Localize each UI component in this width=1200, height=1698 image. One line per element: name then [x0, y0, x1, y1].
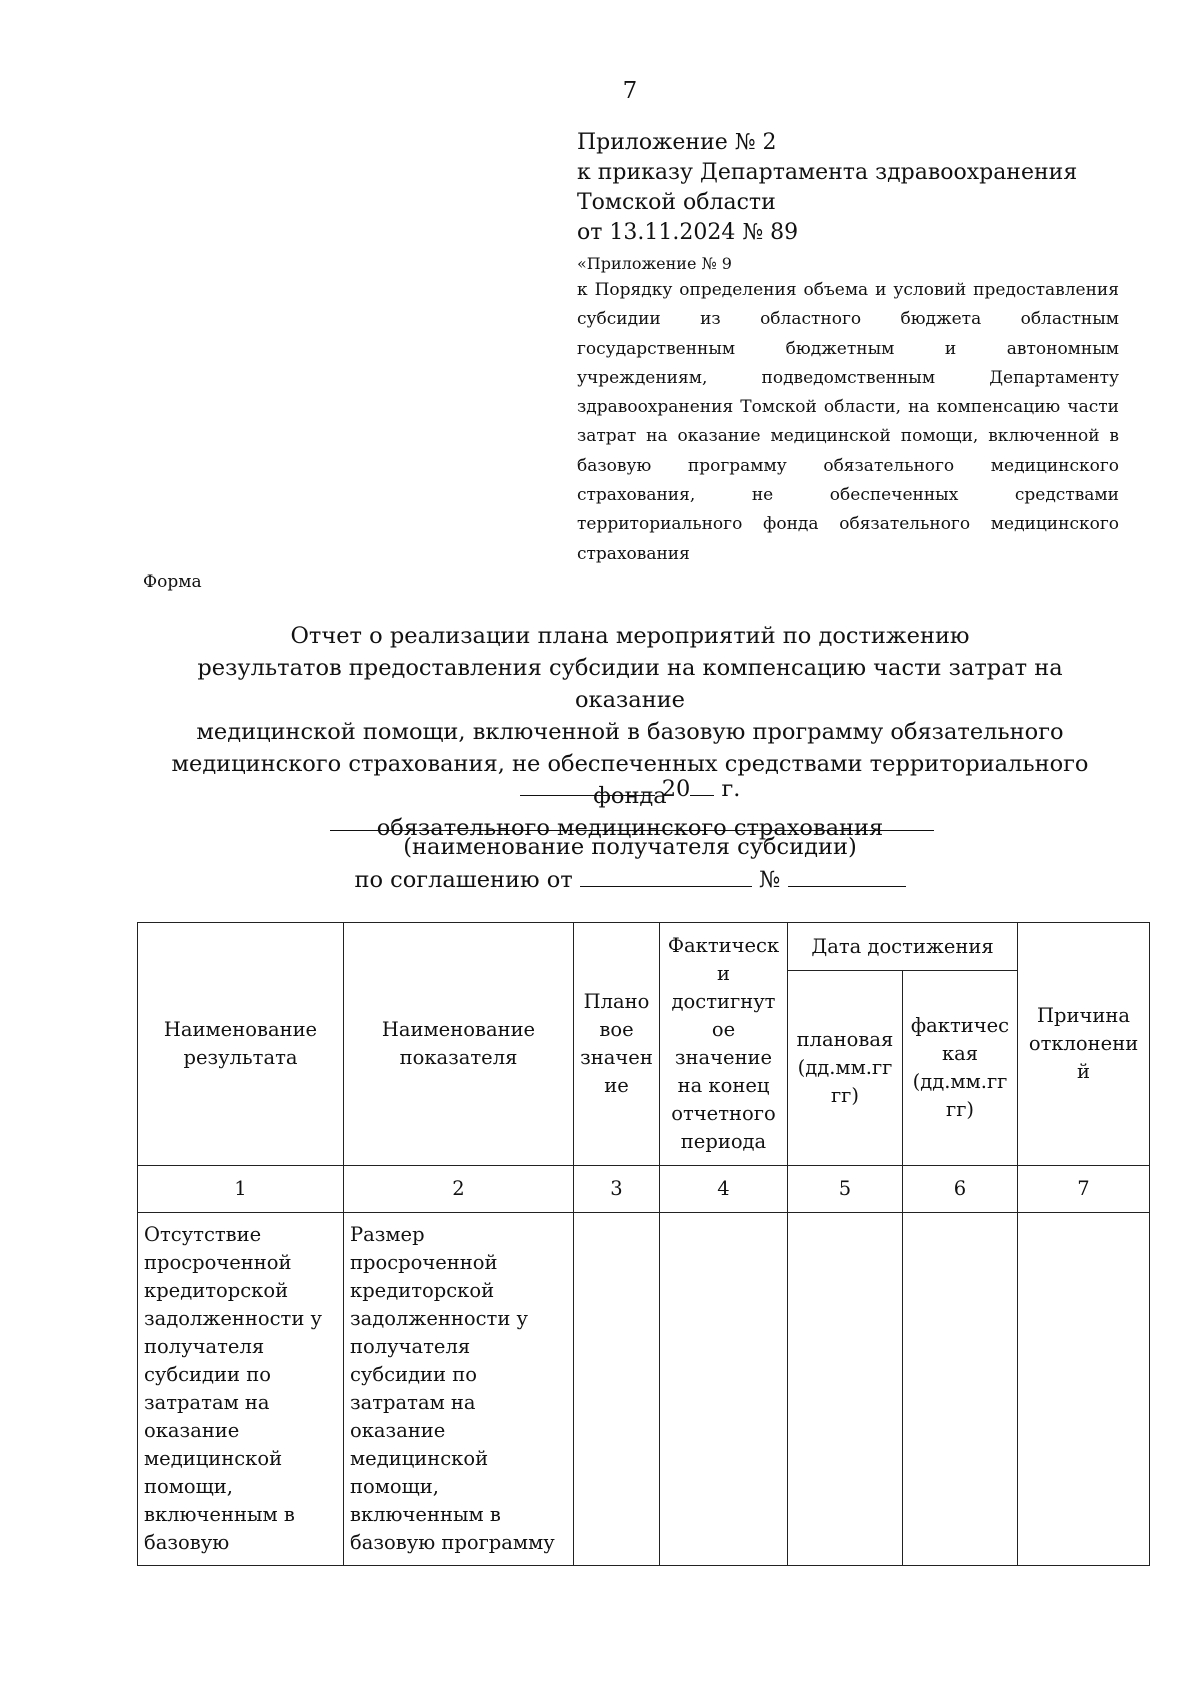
- column-number: 7: [1018, 1166, 1150, 1213]
- column-number: 6: [903, 1166, 1018, 1213]
- appendix-header: [577, 128, 1077, 248]
- cell-actual[interactable]: [660, 1213, 788, 1566]
- title-line: медицинской помощи, включенной в базовую программу обязательного: [196, 719, 1064, 745]
- column-number: 1: [138, 1166, 344, 1213]
- table-row: [138, 1213, 1150, 1566]
- appendix-reference-text: к Порядку определения объема и условий предоставления субсидии из областного бюджета областным государственным бюджетным и автономным учреждениям, подведомственным Департаменту здравоохранения Томской области, на компенсацию части затрат на оказание медицинской помощи, включенной в базовую программу обязательного медицинского страхования, не обеспеченных средствами территориального фонда обязательного медицинского страхования: [577, 280, 1119, 564]
- header-achievement-date: Дата достижения: [788, 923, 1018, 971]
- column-number: 3: [574, 1166, 660, 1213]
- cell-result: Отсутствие просроченной кредиторской задолженности у получателя субсидии по затратам на оказание медицинской помощи, включенным в базовую: [138, 1213, 344, 1566]
- appendix-reference-heading: «Приложение № 9: [577, 254, 732, 273]
- header-result-name: Наименование результата: [138, 923, 344, 1166]
- agreement-date-blank[interactable]: [580, 866, 752, 887]
- year-suffix: г.: [721, 776, 741, 802]
- appendix-line: Приложение № 2: [577, 130, 777, 155]
- agreement-line: [140, 866, 1120, 893]
- column-numbers-row: [138, 1166, 1150, 1213]
- header-indicator-name: Наименование показателя: [344, 923, 574, 1166]
- column-number: 2: [344, 1166, 574, 1213]
- cell-date-planned[interactable]: [788, 1213, 903, 1566]
- page-number: 7: [622, 78, 638, 104]
- agreement-prefix: по соглашению от: [354, 867, 573, 893]
- title-line: Отчет о реализации плана мероприятий по достижению: [290, 623, 970, 649]
- agreement-number-blank[interactable]: [788, 866, 906, 887]
- header-actual-value: Фактическ и достигнут ое значение на конец отчетного периода: [660, 923, 788, 1166]
- recipient-caption: (наименование получателя субсидии): [403, 834, 857, 860]
- title-line: результатов предоставления субсидии на компенсацию части затрат на оказание: [197, 655, 1063, 713]
- appendix-line: от 13.11.2024 № 89: [577, 220, 799, 245]
- report-title: [140, 620, 1120, 844]
- year-prefix: 20: [661, 776, 691, 802]
- report-table: [137, 922, 1150, 1566]
- period-blank[interactable]: [520, 775, 655, 796]
- header-date-planned: плановая (дд.мм.гг гг): [788, 971, 903, 1166]
- year-blank[interactable]: [690, 775, 714, 796]
- appendix-line: Томской области: [577, 190, 776, 215]
- report-period: [140, 775, 1120, 802]
- recipient-name-line[interactable]: [330, 830, 934, 831]
- header-planned-value: Плано вое значен ие: [574, 923, 660, 1166]
- form-label: Форма: [143, 572, 202, 592]
- header-date-actual: фактичес кая (дд.мм.гг гг): [903, 971, 1018, 1166]
- cell-indicator: Размер просроченной кредиторской задолженности у получателя субсидии по затратам на оказание медицинской помощи, включенным в базовую программу: [344, 1213, 574, 1566]
- column-number: 4: [660, 1166, 788, 1213]
- agreement-number-sign: №: [759, 867, 781, 893]
- title-line: обязательного медицинского страхования: [376, 815, 884, 841]
- appendix-line: к приказу Департамента здравоохранения: [577, 160, 1078, 185]
- header-deviation-reason: Причина отклонени й: [1018, 923, 1150, 1166]
- cell-reason[interactable]: [1018, 1213, 1150, 1566]
- title-line: медицинского страхования, не обеспеченных средствами территориального фонда: [171, 751, 1089, 809]
- column-number: 5: [788, 1166, 903, 1213]
- cell-planned[interactable]: [574, 1213, 660, 1566]
- cell-date-actual[interactable]: [903, 1213, 1018, 1566]
